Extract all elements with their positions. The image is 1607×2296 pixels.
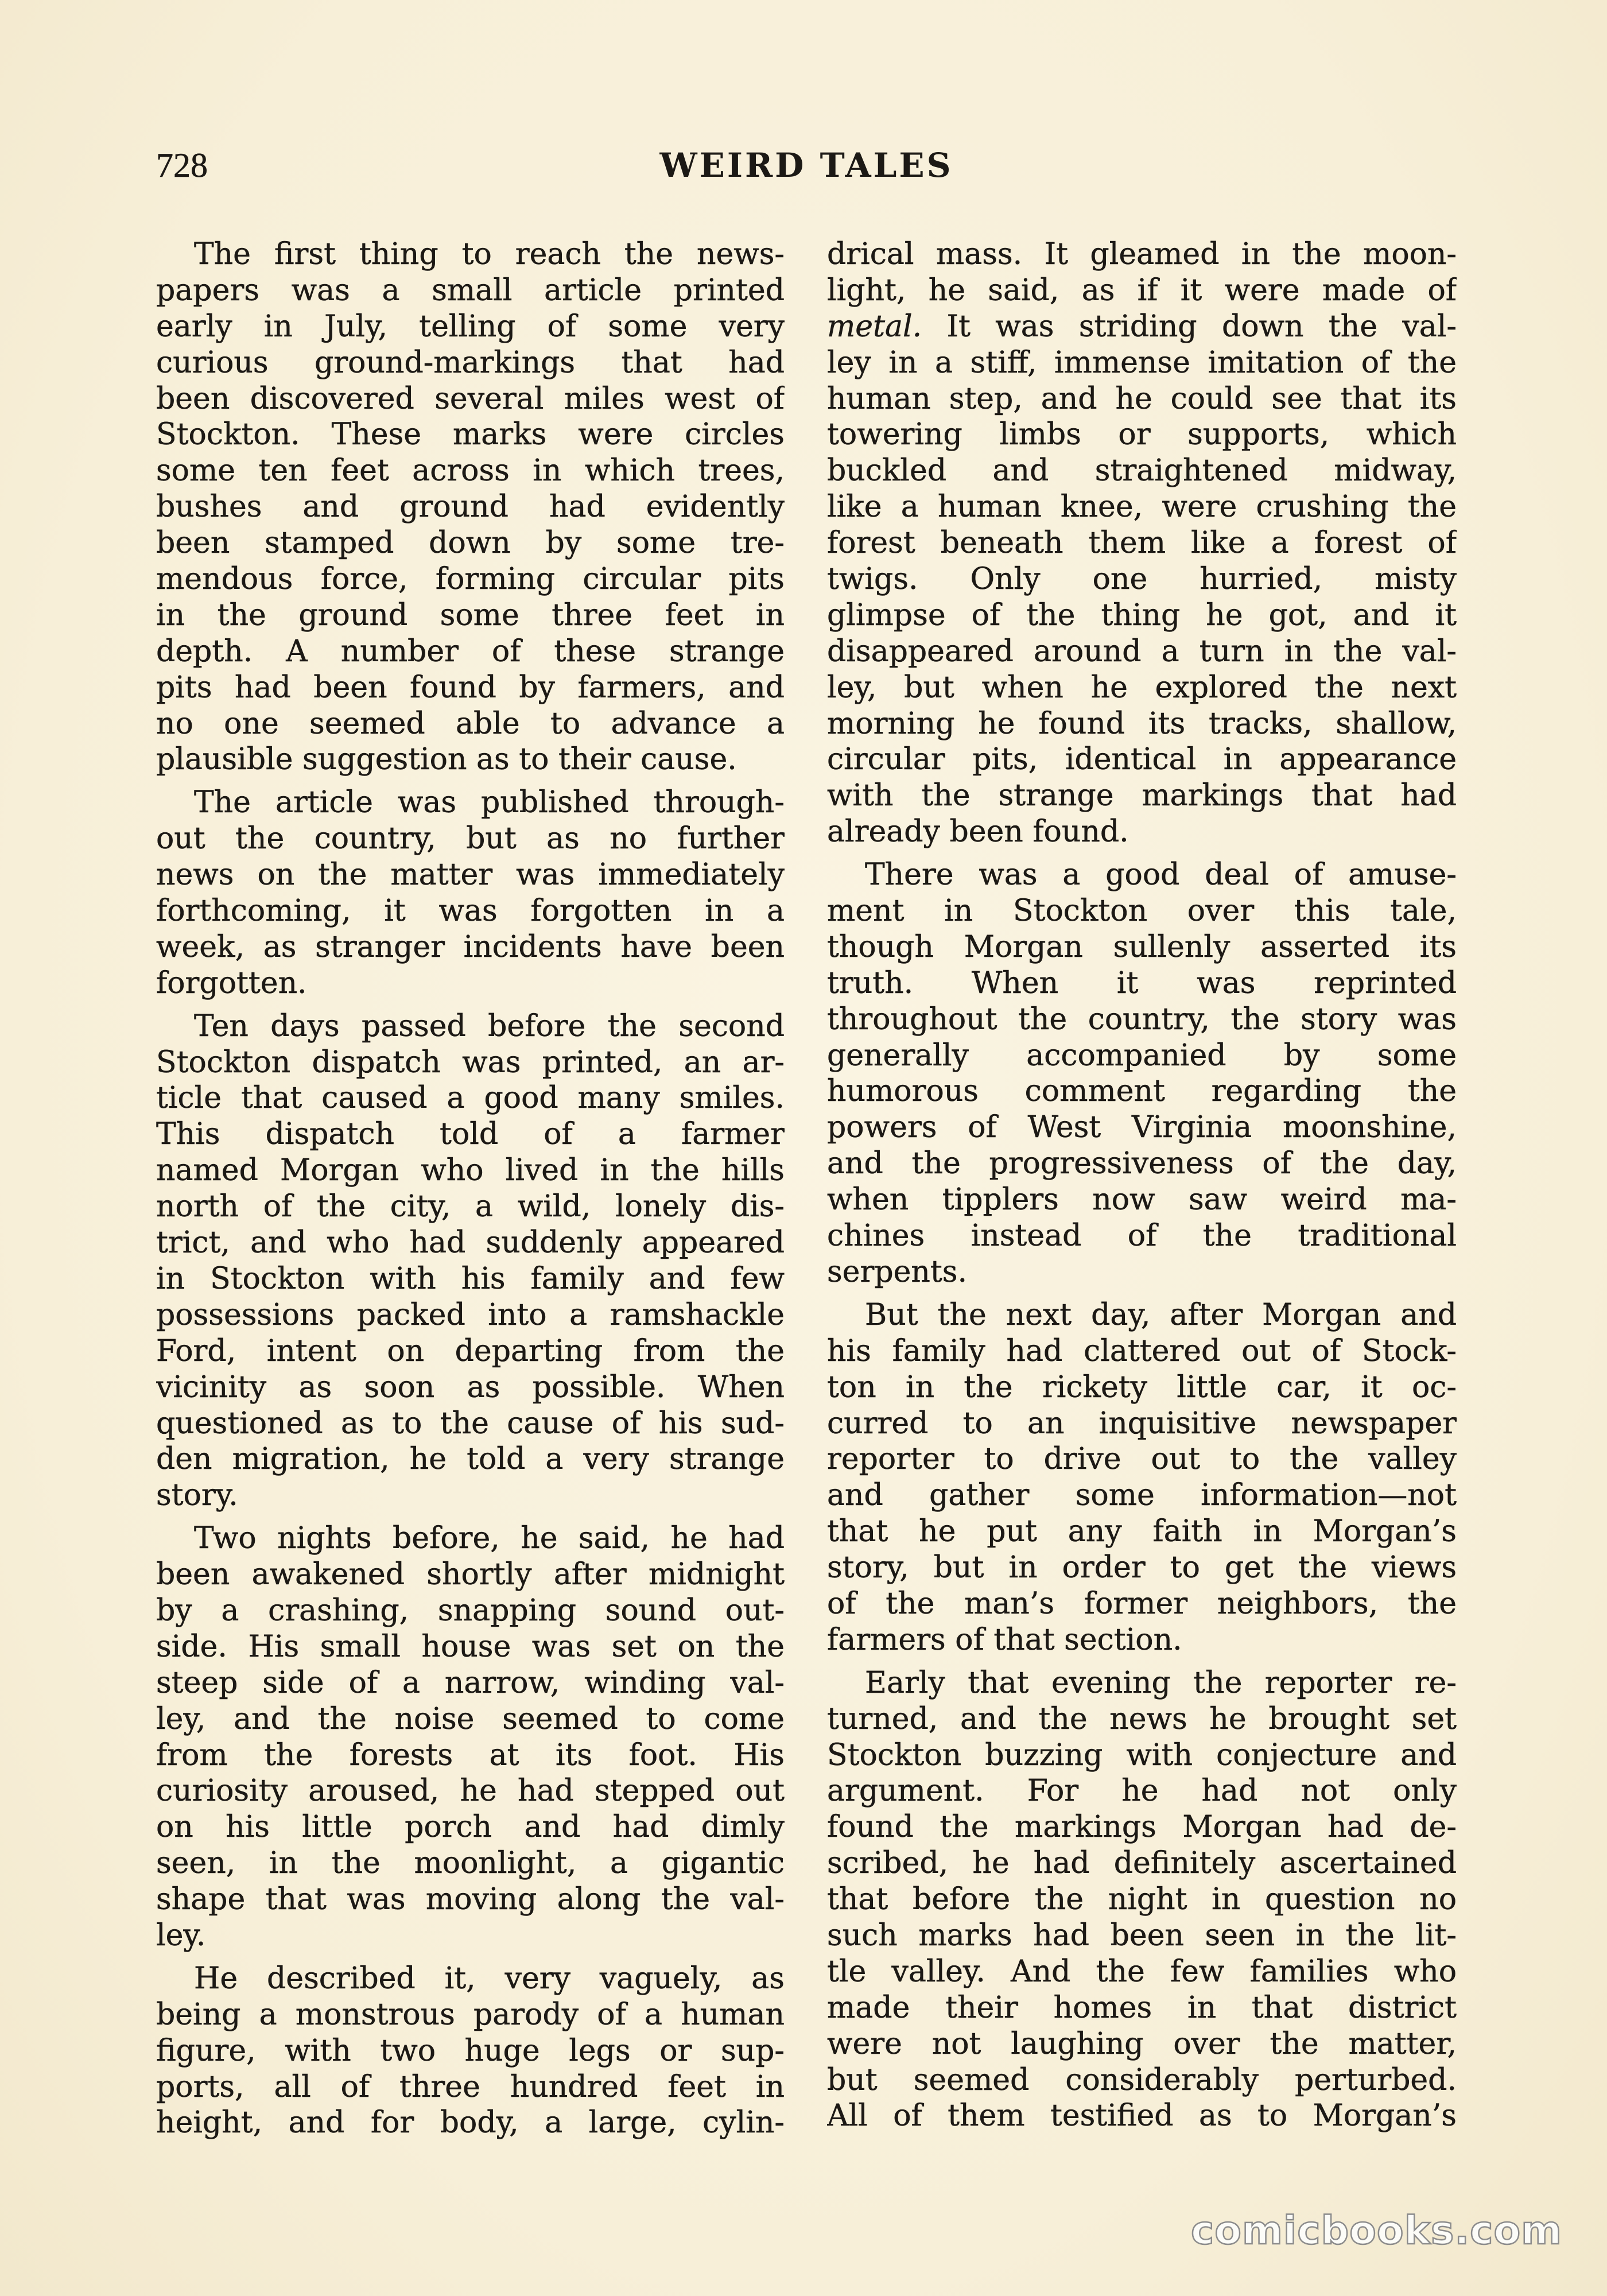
text-line: mendous force, forming circular pits: [156, 562, 785, 597]
text-line: story.: [156, 1478, 238, 1513]
text-line: ley in a stiff, immense imitation of the: [827, 345, 1457, 380]
text-line: Stockton buzzing with conjecture and: [827, 1737, 1457, 1773]
text-line: towering limbs or supports, which: [827, 417, 1457, 452]
text-line: The article was published through-: [194, 785, 785, 820]
text-line: tle valley. And the few families who: [827, 1954, 1457, 1989]
article-column-left: [156, 236, 785, 2148]
text-line: ports, all of three hundred feet in: [156, 2069, 785, 2104]
text-line: All of them testified as to Morgan’s: [827, 2099, 1457, 2134]
text-line: forgotten.: [156, 965, 307, 1000]
text-line: ley, and the noise seemed to come: [156, 1701, 785, 1736]
text-line: Stockton. These marks were circles: [156, 417, 785, 452]
text-line: humorous comment regarding the: [827, 1074, 1457, 1109]
text-line: serpents.: [827, 1254, 967, 1289]
text-line: figure, with two huge legs or sup-: [156, 2033, 785, 2068]
text-line: depth. A number of these strange: [156, 634, 785, 669]
text-line: been discovered several miles west of: [156, 381, 785, 416]
text-line: reporter to drive out to the valley: [827, 1442, 1457, 1477]
italic-text: metal.: [827, 309, 922, 344]
text-line: The first thing to reach the news-: [194, 237, 785, 272]
text-line: ton in the rickety little car, it oc-: [827, 1370, 1457, 1405]
text-line: curiosity aroused, he had stepped out: [156, 1774, 785, 1809]
text-line: circular pits, identical in appearance: [827, 742, 1457, 777]
text-line: chines instead of the traditional: [827, 1219, 1457, 1254]
text-line: with the strange markings that had: [827, 778, 1457, 813]
text-line: But the next day, after Morgan and: [865, 1297, 1457, 1332]
text-line: ley, but when he explored the next: [827, 670, 1457, 705]
text-line: being a monstrous parody of a human: [156, 1997, 785, 2032]
text-line: though Morgan sullenly asserted its: [827, 929, 1457, 964]
text-line: in Stockton with his family and few: [156, 1261, 785, 1296]
text-line: Two nights before, he said, he had: [194, 1521, 785, 1556]
text-line: This dispatch told of a farmer: [156, 1117, 785, 1152]
paragraph: [156, 1009, 785, 1514]
text-line: steep side of a narrow, winding val-: [156, 1665, 785, 1700]
page-number: 728: [156, 146, 208, 184]
text-line: truth. When it was reprinted: [827, 965, 1457, 1000]
text-line: curious ground-markings that had: [156, 345, 785, 380]
text-line: like a human knee, were crushing the: [827, 490, 1457, 525]
text-line: [827, 309, 1457, 345]
text-line: named Morgan who lived in the hills: [156, 1153, 785, 1188]
text-line: bushes and ground had evidently: [156, 490, 785, 525]
text-line: glimpse of the thing he got, and it: [827, 598, 1457, 633]
text-line: no one seemed able to advance a: [156, 706, 785, 741]
text-line: in the ground some three feet in: [156, 598, 785, 633]
text-line: curred to an inquisitive newspaper: [827, 1406, 1457, 1441]
text-line: shape that was moving along the val-: [156, 1882, 785, 1917]
text-line: side. His small house was set on the: [156, 1629, 785, 1664]
text-span: It was striding down the val-: [922, 309, 1457, 344]
text-line: throughout the country, the story was: [827, 1002, 1457, 1037]
text-line: on his little porch and had dimly: [156, 1810, 785, 1845]
text-line: when tipplers now saw weird ma-: [827, 1182, 1457, 1217]
text-line: twigs. Only one hurried, misty: [827, 562, 1457, 597]
text-line: been stamped down by some tre-: [156, 526, 785, 561]
text-line: generally accompanied by some: [827, 1038, 1457, 1073]
paragraph: [156, 1961, 785, 2141]
text-line: story, but in order to get the views: [827, 1550, 1457, 1585]
text-line: pits had been found by farmers, and: [156, 670, 785, 705]
text-line: questioned as to the cause of his sud-: [156, 1406, 785, 1441]
paragraph: [156, 1521, 785, 1954]
text-line: Stockton dispatch was printed, an ar-: [156, 1045, 785, 1080]
text-line: that before the night in question no: [827, 1882, 1457, 1917]
text-line: disappeared around a turn in the val-: [827, 634, 1457, 669]
text-line: and gather some information—not: [827, 1478, 1457, 1513]
text-line: of the man’s former neighbors, the: [827, 1586, 1457, 1621]
text-line: seen, in the moonlight, a gigantic: [156, 1846, 785, 1881]
text-line: ment in Stockton over this tale,: [827, 894, 1457, 929]
text-line: There was a good deal of amuse-: [865, 858, 1457, 893]
text-line: drical mass. It gleamed in the moon-: [827, 237, 1457, 272]
text-line: out the country, but as no further: [156, 821, 785, 856]
text-line: and the progressiveness of the day,: [827, 1146, 1457, 1181]
text-line: forest beneath them like a forest of: [827, 526, 1457, 561]
text-line: his family had clattered out of Stock-: [827, 1333, 1457, 1368]
text-line: powers of West Virginia moonshine,: [827, 1110, 1457, 1145]
paragraph: [156, 236, 785, 778]
text-line: already been found.: [827, 815, 1129, 850]
paragraph: [827, 857, 1457, 1290]
text-line: papers was a small article printed: [156, 273, 785, 308]
text-line: made their homes in that district: [827, 1990, 1457, 2025]
text-line: den migration, he told a very strange: [156, 1442, 785, 1477]
text-line: scribed, he had definitely ascertained: [827, 1846, 1457, 1881]
text-line: Early that evening the reporter re-: [865, 1665, 1457, 1700]
text-line: news on the matter was immediately: [156, 858, 785, 893]
text-line: buckled and straightened midway,: [827, 453, 1457, 488]
text-line: vicinity as soon as possible. When: [156, 1370, 785, 1405]
text-line: light, he said, as if it were made of: [827, 273, 1457, 308]
text-line: possessions packed into a ramshackle: [156, 1297, 785, 1332]
paragraph: [827, 1297, 1457, 1658]
text-line: but seemed considerably perturbed.: [827, 2062, 1457, 2097]
text-line: from the forests at its foot. His: [156, 1737, 785, 1773]
text-line: turned, and the news he brought set: [827, 1701, 1457, 1736]
text-line: by a crashing, snapping sound out-: [156, 1593, 785, 1628]
text-line: plausible suggestion as to their cause.: [156, 742, 737, 777]
text-line: such marks had been seen in the lit-: [827, 1918, 1457, 1953]
paragraph: [827, 236, 1457, 850]
text-line: that he put any faith in Morgan’s: [827, 1514, 1457, 1549]
text-line: ley.: [156, 1918, 206, 1953]
text-line: human step, and he could see that its: [827, 381, 1457, 416]
text-line: ticle that caused a good many smiles.: [156, 1081, 785, 1116]
text-line: height, and for body, a large, cylin-: [156, 2105, 785, 2140]
text-line: early in July, telling of some very: [156, 309, 785, 344]
text-line: were not laughing over the matter,: [827, 2026, 1457, 2061]
text-line: morning he found its tracks, shallow,: [827, 706, 1457, 741]
text-line: farmers of that section.: [827, 1622, 1182, 1657]
article-column-right: [827, 236, 1457, 2141]
running-title: WEIRD TALES: [659, 146, 953, 185]
text-line: week, as stranger incidents have been: [156, 929, 785, 964]
paragraph: [827, 1665, 1457, 2135]
text-line: north of the city, a wild, lonely dis-: [156, 1189, 785, 1224]
text-line: trict, and who had suddenly appeared: [156, 1225, 785, 1261]
text-line: Ten days passed before the second: [194, 1009, 785, 1044]
paragraph: [156, 785, 785, 1001]
text-line: found the markings Morgan had de-: [827, 1810, 1457, 1845]
text-line: Ford, intent on departing from the: [156, 1333, 785, 1368]
text-line: He described it, very vaguely, as: [194, 1961, 785, 1996]
text-line: argument. For he had not only: [827, 1774, 1457, 1809]
watermark: comicbooks.com: [1191, 2208, 1563, 2254]
text-line: some ten feet across in which trees,: [156, 453, 785, 488]
text-line: forthcoming, it was forgotten in a: [156, 894, 785, 929]
text-line: been awakened shortly after midnight: [156, 1557, 785, 1592]
